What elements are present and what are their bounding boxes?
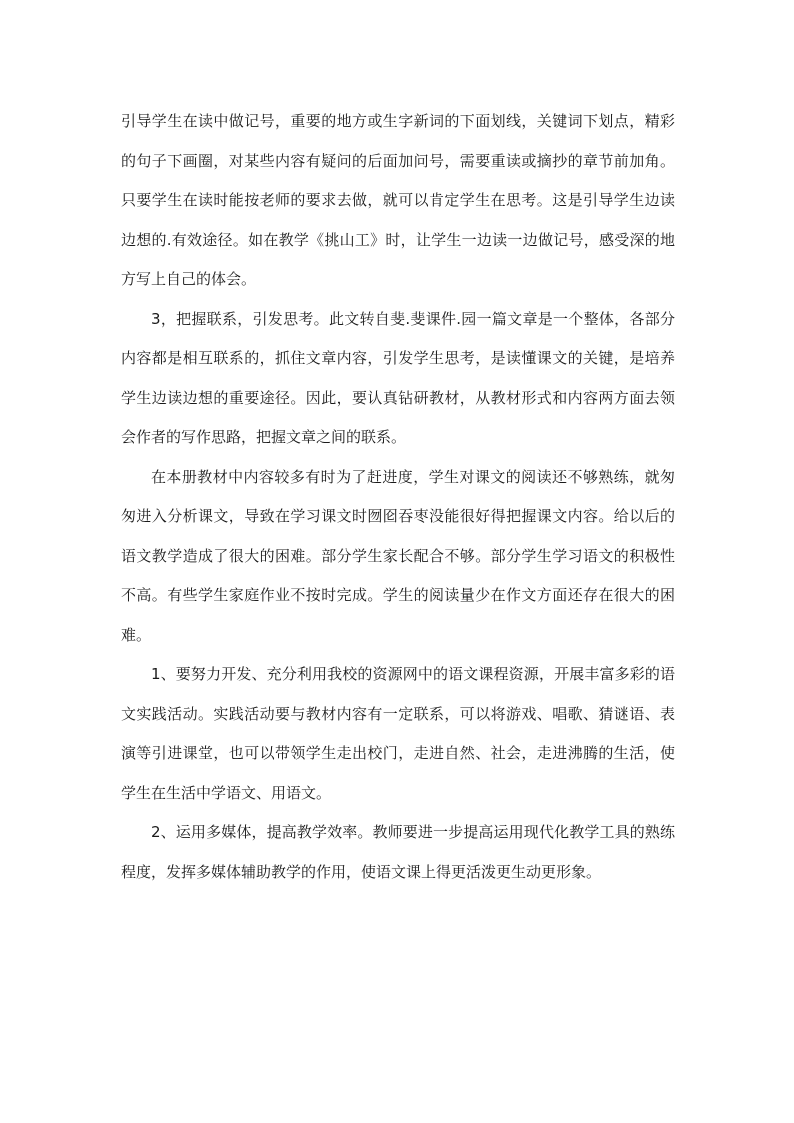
paragraph-grasp-connections: 3，把握联系，引发思考。此文转自斐.斐课件.园一篇文章是一个整体，各部分内容都是相互联系的，抓住文章内容，引发学生思考，是读懂课文的关键，是培养学生边读边想的重要途径。因此，要认真钻研教材，从教材形式和内容两方面去领会作者的写作思路，把握文章之间的联系。 — [121, 309, 675, 446]
paragraph-problems: 在本册教材中内容较多有时为了赶进度，学生对课文的阅读还不够熟练，就匆匆进入分析课文，导致在学习课文时囫囵吞枣没能很好得把握课文内容。给以后的语文教学造成了很大的困难。部分学生家长配合不够。部分学生学习语文的积极性不高。有些学生家庭作业不按时完成。学生的阅读量少在作文方面还存在很大的困难。 — [121, 467, 675, 644]
paragraph-measure-2: 2、运用多媒体，提高教学效率。教师要进一步提高运用现代化教学工具的熟练程度，发挥多媒体辅助教学的作用，使语文课上得更活泼更生动更形象。 — [121, 823, 675, 881]
paragraph-reading-marks: 引导学生在读中做记号，重要的地方或生字新词的下面划线，关键词下划点，精彩的句子下画圈，对某些内容有疑问的后面加问号，需要重读或摘抄的章节前加角。只要学生在读时能按老师的要求去做，就可以肯定学生在思考。这是引导学生边读边想的.有效途径。如在教学《挑山工》时，让学生一边读一边做记号，感受深的地方写上自己的体会。 — [121, 112, 675, 288]
document-body — [121, 102, 675, 892]
paragraph-measure-1: 1、要努力开发、充分利用我校的资源网中的语文课程资源，开展丰富多彩的语文实践活动。实践活动要与教材内容有一定联系，可以将游戏、唱歌、猜谜语、表演等引进课堂，也可以带领学生走出校门，走进自然、社会，走进沸腾的生活，使学生在生活中学语文、用语文。 — [121, 665, 675, 802]
